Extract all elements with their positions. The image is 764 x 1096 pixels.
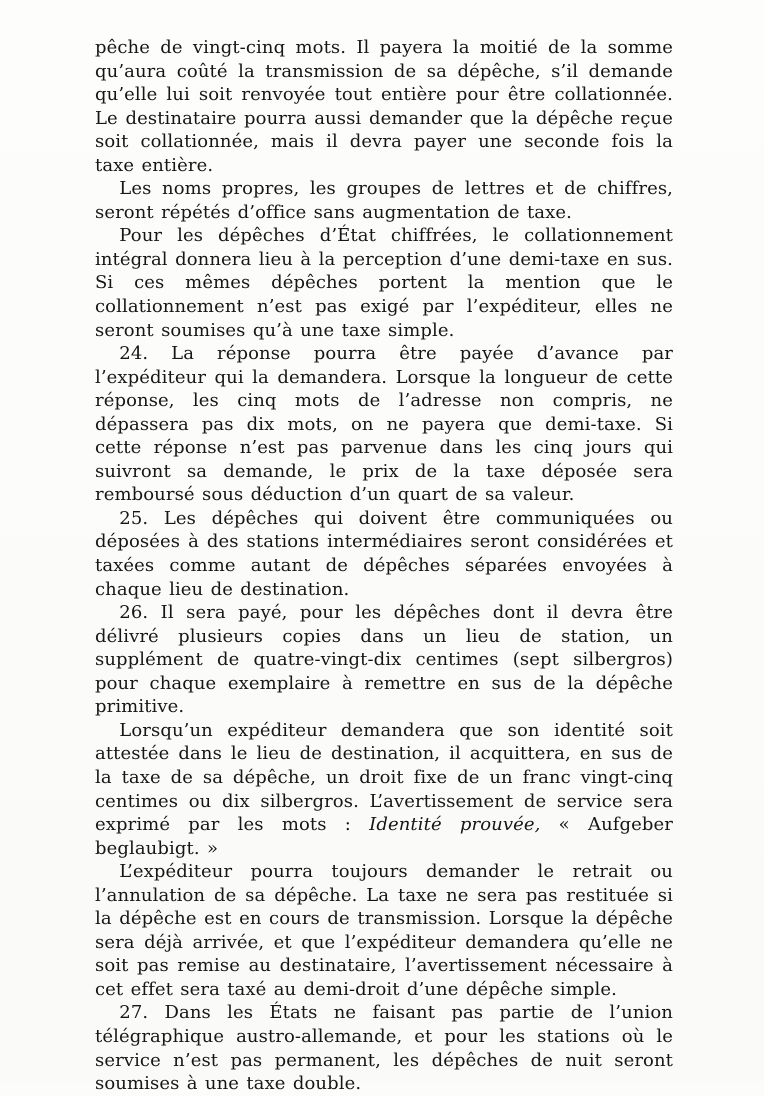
paragraph-continuation: pêche de vingt-cinq mots. Il payera la moitié de la somme qu’aura coûté la transmission de sa dépêche, s’il demande qu’elle lui soit renvoyée tout entière pour être collationnée. Le destinataire pourra aussi demander que la dépêche reçue soit collationnée, mais il devra payer une seconde fois la taxe entière. xyxy=(95,37,673,176)
paragraph-depeches-etat: Pour les dépêches d’État chiffrées, le collationnement intégral donnera lieu à la perception d’une demi-taxe en sus. Si ces mêmes dépêches portent la mention que le collationnement n’est pas exigé par l’expéditeur, elles ne seront soumises qu’à une taxe simple. xyxy=(95,225,673,341)
paragraph-article-25: 25. Les dépêches qui doivent être communiquées ou déposées à des stations intermédiaires seront considérées et taxées comme autant de dépêches séparées envoyées à chaque lieu de destination. xyxy=(95,507,673,600)
paragraph-identite-text: Lorsqu’un expéditeur demandera que son identité soit attestée dans le lieu de destination, il acquittera, en sus de la taxe de sa dépêche, un droit fixe de un franc vingt-cinq centimes ou dix silbergros. L’avertissement de service sera exprimé par les mots : xyxy=(95,719,673,836)
paragraph-identite-italic-phrase: Identité prouvée, xyxy=(369,814,541,836)
paragraph-article-26: 26. Il sera payé, pour les dépêches dont il devra être délivré plusieurs copies dans un lieu de station, un supplément de quatre-vingt-dix centimes (sept silbergros) pour chaque exemplaire à remettre en sus de la dépêche primitive. xyxy=(95,602,673,718)
paragraph-article-27: 27. Dans les États ne faisant pas partie de l’union télégraphique austro-allemande, et pour les stations où le service n’est pas permanent, les dépêches de nuit seront soumises à une taxe double. xyxy=(95,1002,673,1095)
paragraph-noms-propres: Les noms propres, les groupes de lettres et de chiffres, seront répétés d’office sans augmentation de taxe. xyxy=(95,178,673,223)
paragraph-identite-quote: « Aufgeber beglaubigt. » xyxy=(95,814,673,859)
paragraph-article-24: 24. La réponse pourra être payée d’avance par l’expéditeur qui la demandera. Lorsque la longueur de cette réponse, les cinq mots de l’adresse non compris, ne dépassera pas dix mots, on ne payera que demi-taxe. Si cette réponse n’est pas parvenue dans les cinq jours qui suivront sa demande, le prix de la taxe déposée sera remboursé sous déduction d’un quart de sa valeur. xyxy=(95,343,673,506)
paragraph-identite xyxy=(95,719,673,860)
page-text-block xyxy=(95,36,673,1096)
paragraph-retrait: L’expéditeur pourra toujours demander le retrait ou l’annulation de sa dépêche. La taxe ne sera pas restituée si la dépêche est en cours de transmission. Lorsque la dépêche sera déjà arrivée, et que l’expéditeur demandera qu’elle ne soit pas remise au destinataire, l’avertissement nécessaire à cet effet sera taxé au demi-droit d’une dépêche simple. xyxy=(95,861,673,1000)
